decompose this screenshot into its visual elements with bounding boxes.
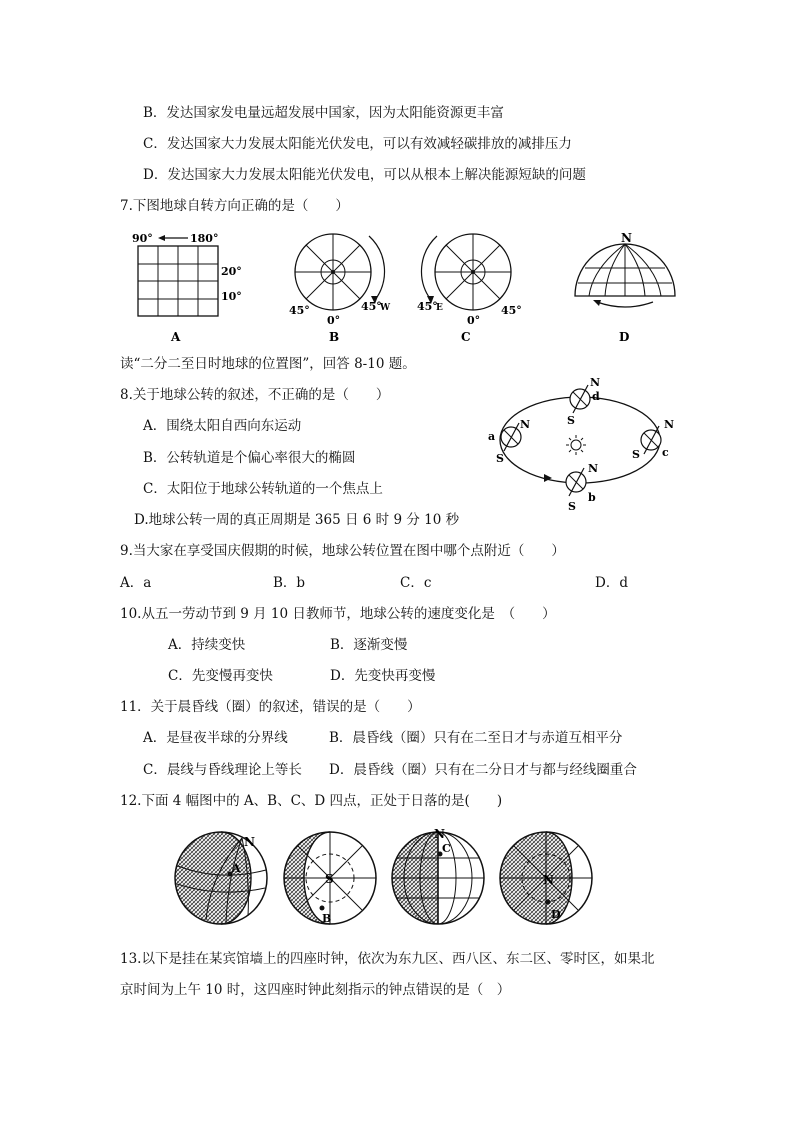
q11-option-d: D．晨昏线（圈）只有在二分日才与都与经线圈重合: [329, 762, 637, 778]
figc-left: 45°: [417, 300, 438, 313]
q13-line-2: 京时间为上午 10 时，这四座时钟此刻指示的钟点错误的是（ ）: [120, 982, 511, 998]
q10-option-c: C．先变慢再变快: [168, 668, 273, 684]
q7-stem: 7.下图地球自转方向正确的是（ ）: [120, 198, 349, 214]
globe-2: [284, 832, 376, 925]
figa-lon-90: 90°: [132, 232, 153, 245]
intro-8-10: 读“二分二至日时地球的位置图”，回答 8-10 题。: [120, 356, 416, 372]
svg-text:A: A: [232, 862, 241, 875]
q8-stem: 8.关于地球公转的叙述，不正确的是（ ）: [120, 387, 390, 403]
q8-option-c: C．太阳位于地球公转轨道的一个焦点上: [143, 481, 383, 497]
q6-option-c: C．发达国家大力发展太阳能光伏发电，可以有效减轻碳排放的减排压力: [143, 136, 572, 152]
svg-text:N: N: [434, 827, 445, 841]
q9-option-d: D．d: [595, 575, 628, 591]
svg-text:N: N: [520, 418, 531, 431]
q11-stem: 11．关于晨昏线（圈）的叙述，错误的是（ ）: [120, 699, 421, 715]
figa-lat-10: 10°: [221, 290, 242, 303]
q8-option-d: D.地球公转一周的真正周期是 365 日 6 时 9 分 10 秒: [134, 512, 460, 528]
sun-icon: [566, 435, 586, 455]
svg-text:S: S: [325, 872, 334, 886]
svg-text:D: D: [551, 908, 561, 921]
q8-option-b: B．公转轨道是个偏心率很大的椭圆: [143, 450, 356, 466]
q10-stem: 10.从五一劳动节到 9 月 10 日教师节，地球公转的速度变化是 （ ）: [120, 606, 556, 622]
svg-text:S: S: [567, 414, 575, 427]
q7-figure-a: [128, 228, 258, 348]
earth-a: [488, 418, 530, 465]
figa-lon-180: 180°: [190, 232, 219, 245]
q6-option-d: D．发达国家大力发展太阳能光伏发电，可以从根本上解决能源短缺的问题: [143, 167, 586, 183]
q9-option-b: B．b: [273, 575, 306, 591]
svg-text:N: N: [588, 462, 599, 475]
svg-text:b: b: [588, 491, 596, 504]
q12-stem: 12.下面 4 幅图中的 A、B、C、D 四点，正处于日落的是( ): [120, 793, 503, 809]
figb-label: B: [329, 330, 340, 344]
figc-right: 45°: [501, 304, 522, 317]
svg-text:S: S: [632, 448, 640, 461]
figb-bottom: 0°: [327, 314, 341, 327]
earth-c: [632, 418, 674, 461]
svg-text:C: C: [442, 842, 451, 855]
q10-option-d: D．先变快再变慢: [330, 668, 436, 684]
q12-globes: [170, 826, 610, 936]
q8-option-a: A．围绕太阳自西向东运动: [143, 418, 302, 434]
svg-text:N: N: [244, 835, 255, 849]
figc-dir: E: [436, 303, 443, 313]
q7-figure-d: [565, 228, 685, 348]
q13-line-1: 13.以下是挂在某宾馆墙上的四座时钟，依次为东九区、西八区、东二区、零时区，如果北: [120, 951, 655, 967]
q9-stem: 9.当大家在享受国庆假期的时候，地球公转位置在图中哪个点附近（ ）: [120, 543, 565, 559]
svg-text:S: S: [496, 452, 504, 465]
orbit-diagram: [478, 372, 688, 514]
figd-pole: N: [621, 231, 632, 245]
globe-3: [392, 827, 484, 924]
q7-figure-b: [283, 228, 403, 348]
figa-lat-20: 20°: [221, 265, 242, 278]
q6-option-b: B．发达国家发电量远超发展中国家，因为太阳能资源更丰富: [143, 105, 504, 121]
svg-text:d: d: [592, 390, 600, 403]
q11-option-c: C．晨线与昏线理论上等长: [143, 762, 302, 778]
q9-option-a: A．a: [120, 575, 152, 591]
figb-right: 45°: [361, 300, 382, 313]
figd-label: D: [619, 330, 630, 344]
figc-label: C: [461, 330, 471, 344]
globe-4: [500, 832, 592, 924]
svg-text:S: S: [568, 500, 576, 513]
globe-1: [175, 832, 267, 924]
figb-left: 45°: [289, 304, 310, 317]
figc-bottom: 0°: [467, 314, 481, 327]
svg-text:c: c: [662, 446, 669, 459]
q10-option-b: B．逐渐变慢: [330, 637, 408, 653]
earth-d: [567, 376, 600, 427]
figb-dir: W: [380, 303, 391, 313]
q9-option-c: C．c: [400, 575, 432, 591]
q11-option-a: A．是昼夜半球的分界线: [143, 730, 288, 746]
q7-figure-c: [413, 228, 533, 348]
earth-b: [566, 462, 598, 513]
q10-option-a: A．持续变快: [168, 637, 246, 653]
svg-text:a: a: [488, 430, 496, 443]
figa-label: A: [171, 330, 181, 344]
svg-text:N: N: [664, 418, 675, 431]
svg-text:N: N: [590, 376, 601, 389]
svg-text:N: N: [543, 873, 554, 887]
svg-text:B: B: [322, 912, 332, 925]
q11-option-b: B．晨昏线（圈）只有在二至日才与赤道互相平分: [329, 730, 623, 746]
